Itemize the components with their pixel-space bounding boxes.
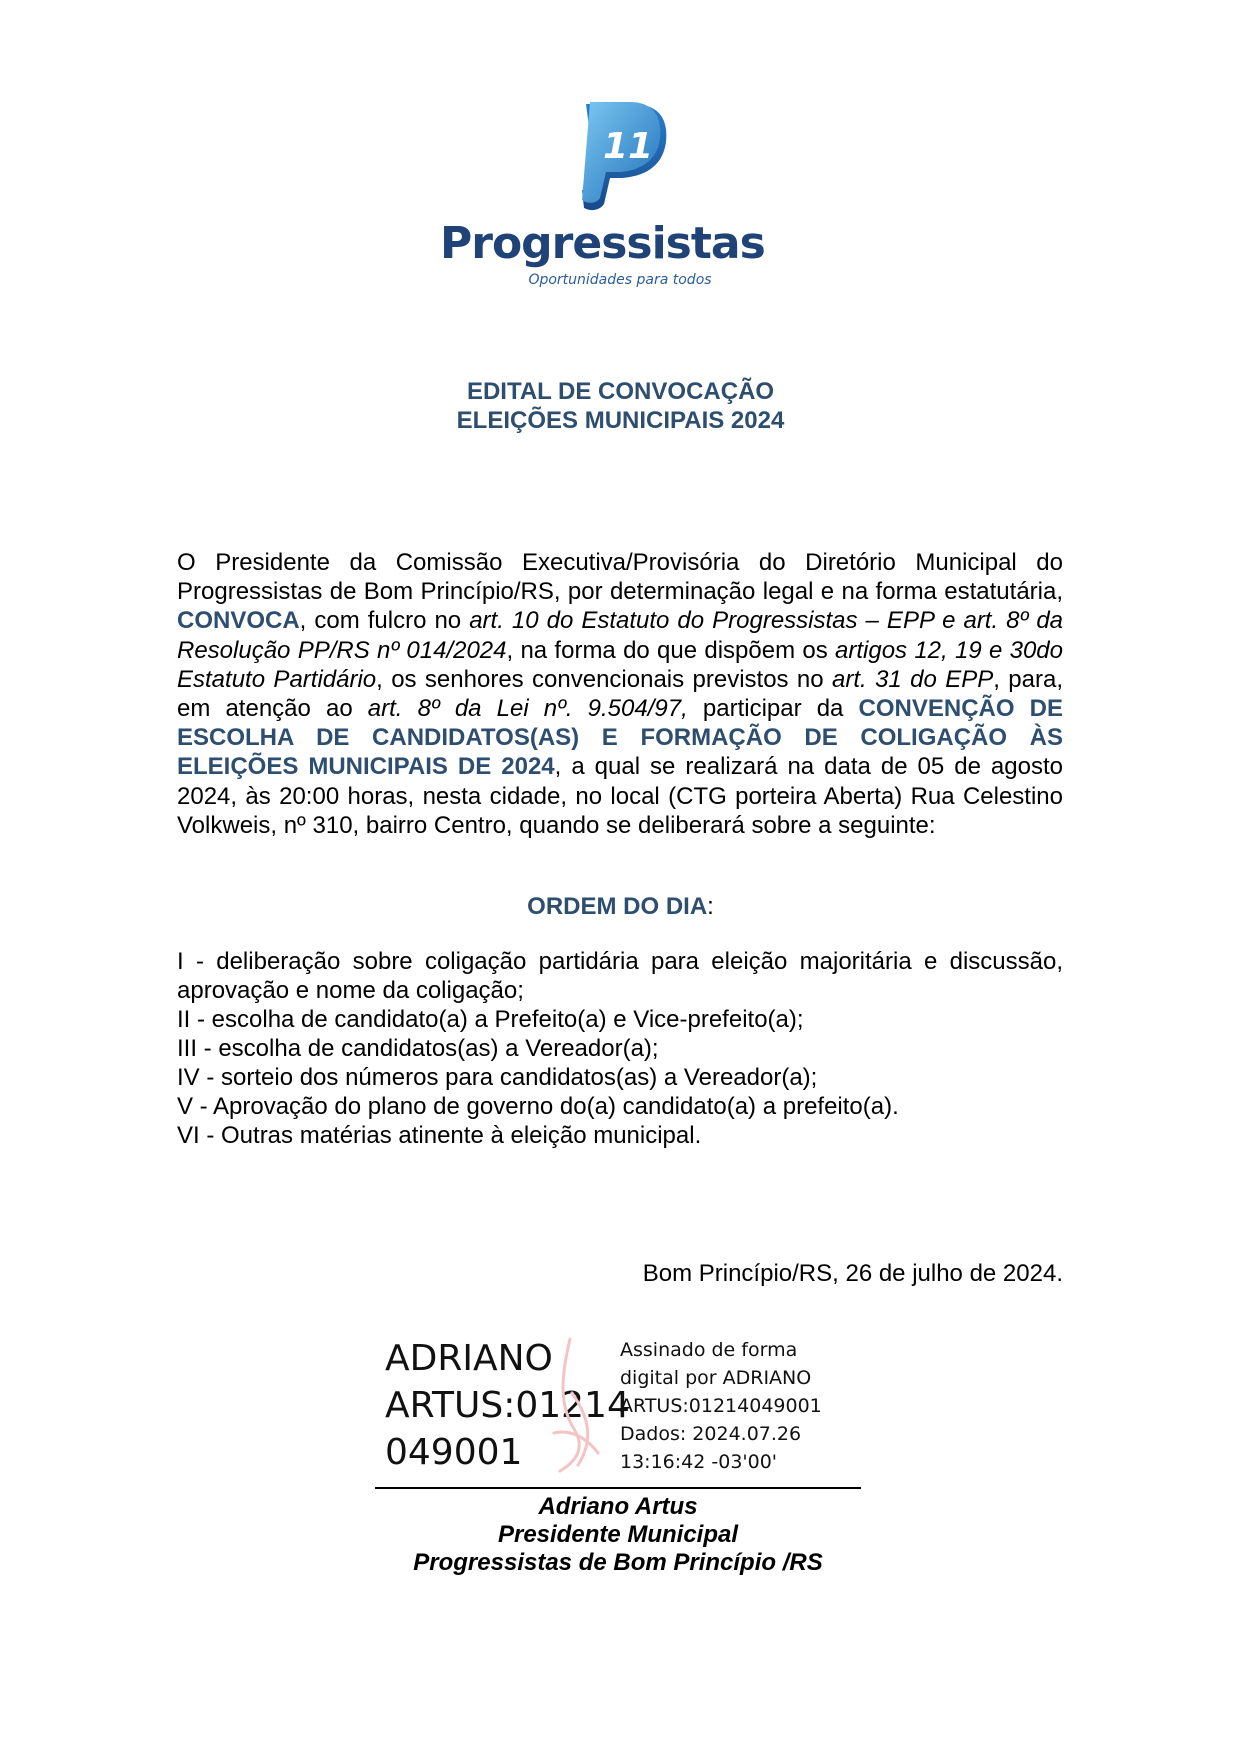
body-text: , os senhores convencionais previstos no xyxy=(376,665,833,693)
signature-info-line: 13:16:42 -03'00' xyxy=(620,1451,778,1473)
signer-name: Adriano Artus xyxy=(538,1493,698,1520)
legal-reference: art. 31 do EPP xyxy=(832,665,994,693)
convocation-paragraph xyxy=(177,548,1063,840)
legal-reference: art. 10 do Estatuto do Progressistas – EPP e art. 8º da Resolução PP/RS nº 014/2024 xyxy=(177,607,1064,664)
document-date: Bom Princípio/RS, 26 de julho de 2024. xyxy=(642,1260,1063,1287)
agenda-item: IV - sorteio dos números para candidatos(as) a Vereador(a); xyxy=(177,1064,818,1091)
convention-name: CONVENÇÃO DE ESCOLHA DE CANDIDATOS(AS) E FORMAÇÃO DE COLIGAÇÃO ÀS ELEIÇÕES MUNICIPAIS DE 2024 xyxy=(177,695,1063,781)
document-title: EDITAL DE CONVOCAÇÃO xyxy=(466,378,775,405)
signer-organization: Progressistas de Bom Princípio /RS xyxy=(413,1549,823,1576)
party-logo xyxy=(440,100,765,300)
party-number: 11 xyxy=(603,126,654,167)
signature-name-line: 049001 xyxy=(385,1432,523,1473)
legal-reference: art. 8º da Lei nº. 9.504/97, xyxy=(367,695,688,723)
body-text: O Presidente da Comissão Executiva/Provisória do Diretório Municipal do Progressistas de Bom Princípio/RS, por determinação legal e na forma estatutária, xyxy=(177,549,1063,606)
signature-info-line: Dados: 2024.07.26 xyxy=(620,1423,802,1445)
body-text: , na forma do que dispõem os xyxy=(506,636,836,664)
body-text: , com fulcro no xyxy=(299,607,470,635)
agenda-item: V - Aprovação do plano de governo do(a) candidato(a) a prefeito(a). xyxy=(177,1093,899,1120)
convoca-keyword: CONVOCA xyxy=(177,607,300,635)
digital-signature-info xyxy=(620,1336,822,1476)
agenda-item: II - escolha de candidato(a) a Prefeito(a) e Vice-prefeito(a); xyxy=(177,1006,804,1033)
agenda-item: I - deliberação sobre coligação partidária para eleição majoritária e discussão, aprovação e nome da coligação; xyxy=(177,948,1063,1004)
agenda-list xyxy=(177,947,1063,1150)
agenda-colon: : xyxy=(707,893,714,920)
document-subtitle: ELEIÇÕES MUNICIPAIS 2024 xyxy=(456,407,785,434)
body-text: participar da xyxy=(687,695,859,723)
signature-info-line: digital por ADRIANO xyxy=(620,1367,812,1389)
agenda-item: III - escolha de candidatos(as) a Vereador(a); xyxy=(177,1035,659,1062)
legal-reference: artigos 12, 19 e 30do Estatuto Partidário xyxy=(177,636,1063,693)
agenda-item: VI - Outras matérias atinente à eleição municipal. xyxy=(177,1122,702,1149)
party-name: Progressistas xyxy=(440,218,765,269)
agenda-heading xyxy=(0,893,1241,921)
signature-info-line: Assinado de forma xyxy=(620,1339,798,1361)
signature-info-line: ARTUS:01214049001 xyxy=(620,1395,822,1417)
signature-watermark-icon xyxy=(540,1333,610,1483)
signature-line xyxy=(375,1487,861,1489)
signer-role: Presidente Municipal xyxy=(497,1521,739,1548)
body-text: , para, em atenção ao xyxy=(177,665,1064,723)
signature-name-line: ADRIANO xyxy=(385,1338,553,1379)
party-emblem-icon xyxy=(570,100,670,215)
body-text: , a qual se realizará na data de 05 de agosto 2024, às 20:00 horas, nesta cidade, no local (CTG porteira Aberta) Rua Celestino Volkweis, nº 310, bairro Centro, quando se deliberará sobre a seguinte: xyxy=(177,753,1063,839)
agenda-label: ORDEM DO DIA xyxy=(527,893,708,920)
party-tagline: Oportunidades para todos xyxy=(528,272,712,288)
signature-name-line: ARTUS:01214 xyxy=(385,1385,630,1426)
